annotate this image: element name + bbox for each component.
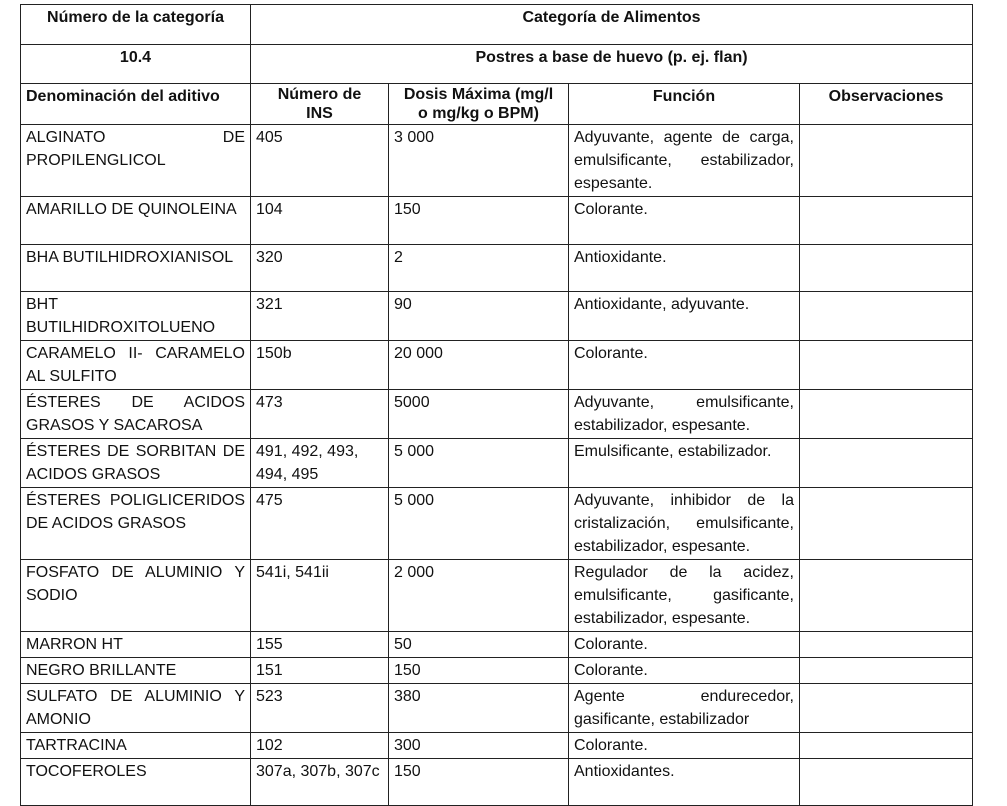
function-cell: Adyuvante, agente de carga, emulsificante, estabilizador, espesante. — [569, 125, 800, 197]
max-dose-cell: 5 000 — [389, 439, 569, 488]
ins-number-cell: 150b — [251, 341, 389, 390]
column-header-dose-line1: Dosis Máxima (mg/l — [403, 86, 554, 103]
additive-name-cell: TARTRACINA — [21, 733, 251, 759]
function-cell: Antioxidante. — [569, 245, 800, 292]
table-row — [21, 390, 973, 439]
category-number: 10.4 — [21, 45, 251, 84]
column-header-row — [21, 84, 973, 125]
ins-number-cell: 473 — [251, 390, 389, 439]
ins-number-cell: 523 — [251, 684, 389, 733]
table-row — [21, 658, 973, 684]
max-dose-cell: 380 — [389, 684, 569, 733]
table-row — [21, 488, 973, 560]
ins-number-cell: 321 — [251, 292, 389, 341]
function-cell: Adyuvante, emulsificante, estabilizador, espesante. — [569, 390, 800, 439]
additive-name-cell: BHT BUTILHIDROXITOLUENO — [21, 292, 251, 341]
table-row — [21, 125, 973, 197]
notes-cell — [800, 632, 973, 658]
function-cell: Emulsificante, estabilizador. — [569, 439, 800, 488]
notes-cell — [800, 341, 973, 390]
header-row-category-labels — [21, 5, 973, 45]
max-dose-cell: 5000 — [389, 390, 569, 439]
column-header-dose — [389, 84, 569, 125]
max-dose-cell: 150 — [389, 658, 569, 684]
additive-name-cell: SULFATO DE ALUMINIO Y AMONIO — [21, 684, 251, 733]
notes-cell — [800, 245, 973, 292]
ins-number-cell: 102 — [251, 733, 389, 759]
ins-number-cell: 307a, 307b, 307c — [251, 759, 389, 806]
max-dose-cell: 3 000 — [389, 125, 569, 197]
max-dose-cell: 2 000 — [389, 560, 569, 632]
notes-cell — [800, 658, 973, 684]
food-category-label: Categoría de Alimentos — [251, 5, 973, 45]
header-row-category-values — [21, 45, 973, 84]
column-header-ins — [251, 84, 389, 125]
ins-number-cell: 475 — [251, 488, 389, 560]
column-header-dose-line2: o mg/kg o BPM) — [418, 105, 539, 122]
column-header-additive: Denominación del aditivo — [21, 84, 251, 125]
additives-table — [20, 4, 973, 806]
table-row — [21, 341, 973, 390]
function-cell: Colorante. — [569, 733, 800, 759]
additive-name-cell: BHA BUTILHIDROXIANISOL — [21, 245, 251, 292]
table-row — [21, 292, 973, 341]
notes-cell — [800, 390, 973, 439]
column-header-ins-line2: INS — [306, 105, 333, 122]
notes-cell — [800, 733, 973, 759]
additive-name-cell: FOSFATO DE ALUMINIO Y SODIO — [21, 560, 251, 632]
function-cell: Antioxidantes. — [569, 759, 800, 806]
table-row — [21, 759, 973, 806]
additive-name-cell: ÉSTERES POLIGLICERIDOS DE ACIDOS GRASOS — [21, 488, 251, 560]
ins-number-cell: 151 — [251, 658, 389, 684]
additive-name-cell: CARAMELO II- CARAMELO AL SULFITO — [21, 341, 251, 390]
notes-cell — [800, 488, 973, 560]
function-cell: Adyuvante, inhibidor de la cristalización, emulsificante, estabilizador, espesante. — [569, 488, 800, 560]
notes-cell — [800, 560, 973, 632]
additive-name-cell: ÉSTERES DE SORBITAN DE ACIDOS GRASOS — [21, 439, 251, 488]
table-body — [21, 125, 973, 806]
function-cell: Colorante. — [569, 341, 800, 390]
notes-cell — [800, 759, 973, 806]
function-cell: Regulador de la acidez, emulsificante, gasificante, estabilizador, espesante. — [569, 560, 800, 632]
table-row — [21, 632, 973, 658]
notes-cell — [800, 684, 973, 733]
max-dose-cell: 150 — [389, 759, 569, 806]
column-header-notes: Observaciones — [800, 84, 973, 125]
max-dose-cell: 20 000 — [389, 341, 569, 390]
ins-number-cell: 541i, 541ii — [251, 560, 389, 632]
function-cell: Antioxidante, adyuvante. — [569, 292, 800, 341]
ins-number-cell: 104 — [251, 197, 389, 245]
ins-number-cell: 155 — [251, 632, 389, 658]
max-dose-cell: 150 — [389, 197, 569, 245]
notes-cell — [800, 292, 973, 341]
function-cell: Colorante. — [569, 632, 800, 658]
table-row — [21, 245, 973, 292]
additive-name-cell: ALGINATO DE PROPILENGLICOL — [21, 125, 251, 197]
category-number-label: Número de la categoría — [21, 5, 251, 45]
notes-cell — [800, 439, 973, 488]
max-dose-cell: 90 — [389, 292, 569, 341]
table-row — [21, 560, 973, 632]
column-header-function: Función — [569, 84, 800, 125]
function-cell: Colorante. — [569, 197, 800, 245]
max-dose-cell: 50 — [389, 632, 569, 658]
column-header-ins-line1: Número de — [277, 86, 362, 103]
table-row — [21, 197, 973, 245]
max-dose-cell: 300 — [389, 733, 569, 759]
notes-cell — [800, 125, 973, 197]
ins-number-cell: 320 — [251, 245, 389, 292]
additive-name-cell: TOCOFEROLES — [21, 759, 251, 806]
additive-name-cell: MARRON HT — [21, 632, 251, 658]
category-name: Postres a base de huevo (p. ej. flan) — [251, 45, 973, 84]
table-row — [21, 733, 973, 759]
additive-name-cell: NEGRO BRILLANTE — [21, 658, 251, 684]
table-row — [21, 684, 973, 733]
max-dose-cell: 5 000 — [389, 488, 569, 560]
ins-number-cell: 405 — [251, 125, 389, 197]
table-row — [21, 439, 973, 488]
additive-name-cell: AMARILLO DE QUINOLEINA — [21, 197, 251, 245]
max-dose-cell: 2 — [389, 245, 569, 292]
function-cell: Agente endurecedor, gasificante, estabilizador — [569, 684, 800, 733]
ins-number-cell: 491, 492, 493, 494, 495 — [251, 439, 389, 488]
additive-name-cell: ÉSTERES DE ACIDOS GRASOS Y SACAROSA — [21, 390, 251, 439]
notes-cell — [800, 197, 973, 245]
function-cell: Colorante. — [569, 658, 800, 684]
